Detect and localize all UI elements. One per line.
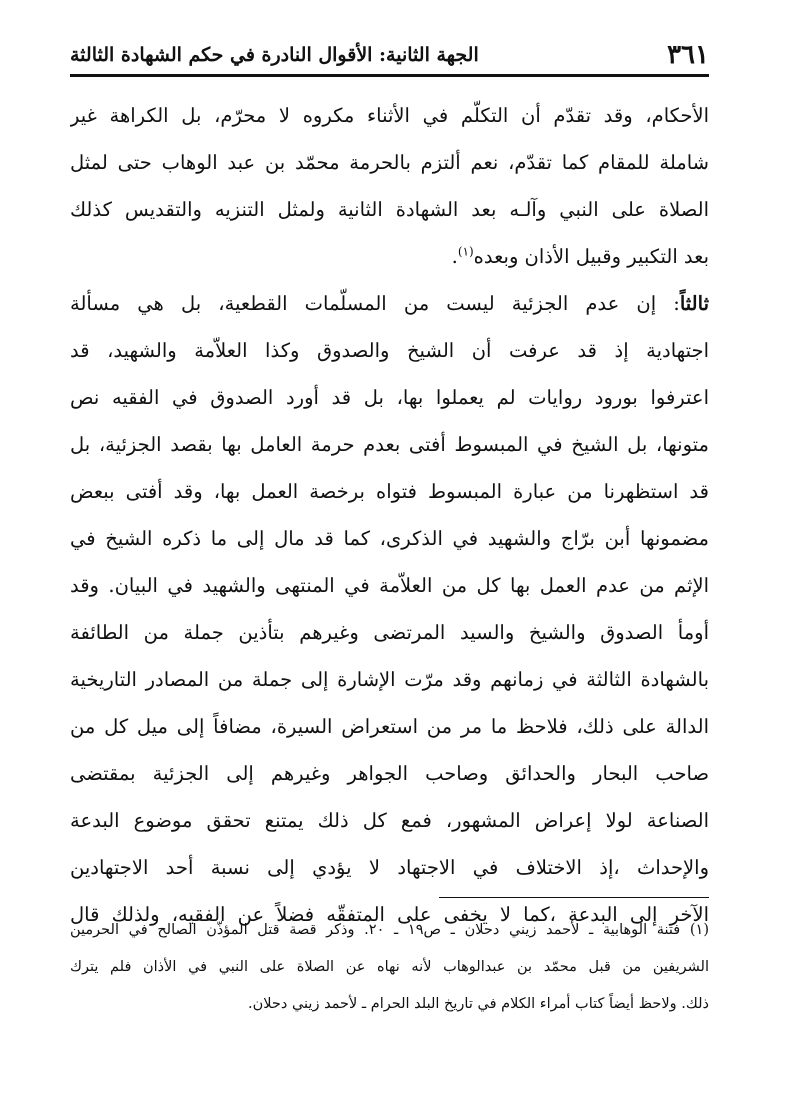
header-rule — [70, 74, 709, 77]
footnote — [70, 912, 709, 1023]
text-line: صاحب البحار والحدائق وصاحب الجواهر وغيرهم إلى الجزئية بمقتضى — [70, 762, 709, 785]
text-line: الآخر إلى البدعة ،كما لا يخفى على المتفقّه فضلاً عن الفقيه، ولذلك قال — [70, 903, 709, 926]
text-line: بعد التكبير وقبيل الأذان وبعده$^{(١)}$. — [451, 244, 709, 268]
text-line — [70, 280, 709, 327]
text-line: الإثم من عدم العمل بها كل من العلاّمة في المنتهى والشهيد في البيان. وقد — [70, 574, 709, 597]
footnote-separator — [439, 897, 709, 898]
text-line-content: : إن عدم الجزئية ليست من المسلّمات القطعية، بل هي مسألة — [70, 292, 680, 315]
text-line: مضمونها أبن برّاج والشهيد في الذكرى، كما قد مال إلى ما ذكره الشيخ في — [70, 527, 709, 550]
section-lead: ثالثاً — [679, 292, 709, 315]
text-line: متونها، بل الشيخ في المبسوط أفتى بعدم حرمة العامل بها بقصد الجزئية، بل — [70, 433, 709, 456]
text-line: اجتهادية إذ قد عرفت أن الشيخ والصدوق وكذا العلاّمة والشهيد، قد — [70, 339, 709, 362]
text-line: قد استظهرنا من عبارة المبسوط فتواه برخصة العمل بها، وقد أفتى ببعض — [70, 480, 709, 503]
footnote-line: ذلك. ولاحظ أيضاً كتاب أمراء الكلام في تاريخ البلد الحرام ـ لأحمد زيني دحلان. — [248, 996, 709, 1012]
text-line: بالشهادة الثالثة في زمانهم وقد مرّت الإشارة إلى جملة من المصادر التاريخية — [70, 668, 709, 691]
page-header — [70, 28, 709, 72]
body-text — [70, 92, 709, 938]
footnote-line: الشريفين من قبل محمّد بن عبدالوهاب لأنه نهاه عن الصلاة على النبي في الأذان فلم يترك — [70, 959, 709, 975]
footnote-line: (١) فتنة الوهابية ـ لأحمد زيني دحلان ـ ص١٩ ـ ٢٠. وذكر قصة قتل المؤذّن الصالح في الحرمين — [70, 922, 709, 938]
text-line: الصناعة لولا إعراض المشهور، فمع كل ذلك يمتنع تحقق موضوع البدعة — [70, 809, 709, 832]
text-line: والإحداث ،إذ الاختلاف في الاجتهاد لا يؤدي إلى نسبة أحد الاجتهادين — [70, 856, 709, 879]
running-title: الجهة الثانية: الأقوال النادرة في حكم الشهادة الثالثة — [70, 44, 479, 66]
text-line-content: بعد التكبير وقبيل الأذان وبعده — [473, 245, 709, 268]
text-line: الصلاة على النبي وآلـه بعد الشهادة الثانية ولمثل التنزيه والتقديس كذلك — [70, 198, 709, 221]
text-line: شاملة للمقام كما تقدّم، نعم ألتزم بالحرمة محمّد بن عبد الوهاب حتى لمثل — [70, 151, 709, 174]
page-number: ٣٦١ — [667, 40, 709, 70]
footnote-reference: (١) — [457, 244, 474, 259]
text-line: أومأ الصدوق والشيخ والسيد المرتضى وغيرهم بتأذين جملة من الطائفة — [70, 621, 709, 644]
text-line: الأحكام، وقد تقدّم أن التكلّم في الأثناء مكروه لا محرّم، بل الكراهة غير — [70, 104, 709, 127]
text-line: اعترفوا بورود روايات لم يعملوا بها، بل قد أورد الصدوق في الفقيه نص — [70, 386, 709, 409]
text-line: الدالة على ذلك، فلاحظ ما مر من استعراض السيرة، مضافاً إلى ميل كل من — [70, 715, 709, 738]
